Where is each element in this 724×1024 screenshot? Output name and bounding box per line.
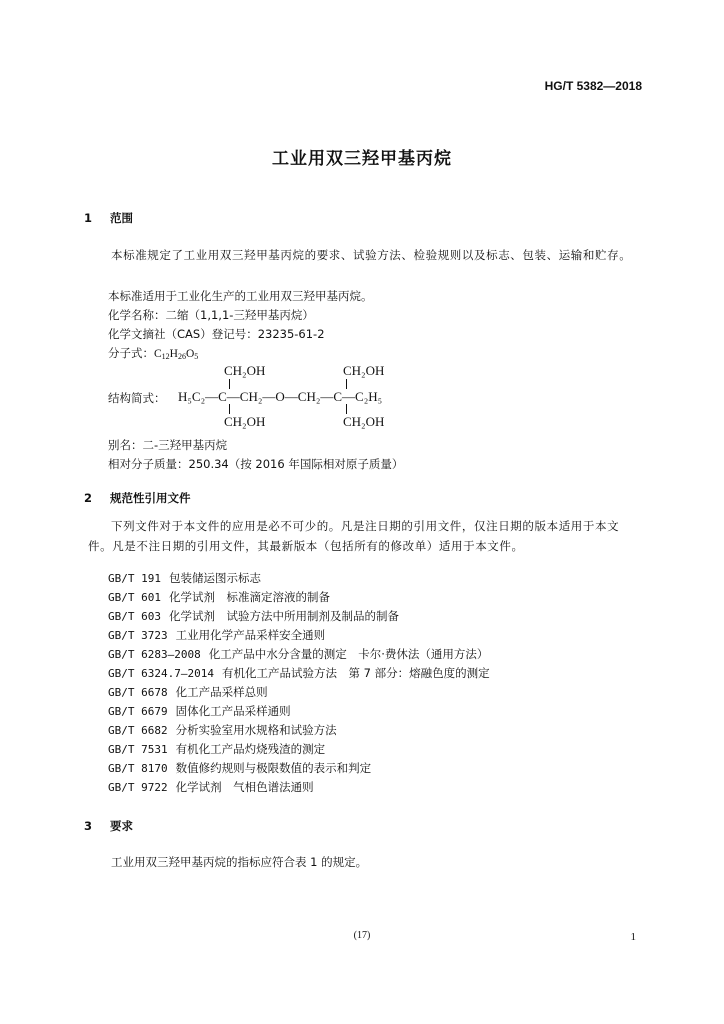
reference-item: GB/T 6679 固体化工产品采样通则	[108, 704, 291, 718]
reference-item: GB/T 8170 数值修约规则与极限数值的表示和判定	[108, 761, 372, 775]
reference-item: GB/T 3723 工业用化学产品采样安全通则	[108, 628, 326, 642]
section-2-heading	[84, 490, 191, 506]
formula-label: 分子式：	[108, 346, 154, 360]
formula-c-sub: 12	[161, 352, 170, 361]
formula-h-sub: 26	[177, 352, 186, 361]
bond-bottom-left	[229, 404, 230, 414]
reference-item: GB/T 191 包装储运图示标志	[108, 571, 261, 585]
structure-top-right: CH₂OH	[343, 363, 385, 378]
footer-page-marker: (17)	[353, 930, 371, 941]
section-2-number: 2	[84, 491, 93, 505]
bond-bottom-right	[346, 404, 347, 414]
structure-bottom-right: CH₂OH	[343, 414, 385, 429]
reference-item: GB/T 603 化学试剂 试验方法中所用制剂及制品的制备	[108, 609, 399, 623]
section-2-paragraph: 下列文件对于本文件的应用是必不可少的。凡是注日期的引用文件，仅注日期的版本适用于本文件。凡是不注日期的引用文件，其最新版本（包括所有的修改单）适用于本文件。	[88, 519, 620, 553]
applicability-line: 本标准适用于工业化生产的工业用双三羟甲基丙烷。	[108, 289, 373, 303]
molecular-weight-line: 相对分子质量：250.34（按 2016 年国际相对原子质量）	[108, 457, 404, 471]
structure-main-chain: H₅C₂—C—CH₂—O—CH₂—C—C₂H₅	[178, 389, 383, 404]
structure-label: 结构简式：	[108, 391, 166, 405]
section-2-title: 规范性引用文件	[110, 491, 191, 505]
section-3-heading	[84, 818, 133, 834]
alias-line: 别名：二-三羟甲基丙烷	[108, 438, 228, 452]
reference-item: GB/T 6678 化工产品采样总则	[108, 685, 268, 699]
section-1-heading	[84, 210, 133, 226]
section-3-number: 3	[84, 819, 93, 833]
bond-top-right	[346, 379, 347, 389]
section-1-paragraph: 本标准规定了工业用双三羟甲基丙烷的要求、试验方法、检验规则以及标志、包装、运输和贮存。	[111, 248, 632, 262]
section-1-number: 1	[84, 211, 93, 225]
molecular-formula-line	[108, 344, 198, 366]
formula-c: C	[154, 348, 162, 360]
reference-item: GB/T 9722 化学试剂 气相色谱法通则	[108, 780, 314, 794]
structure-top-left: CH₂OH	[224, 363, 266, 378]
standard-code: HG/T 5382—2018	[544, 79, 642, 93]
formula-o: O	[185, 348, 195, 360]
reference-item: GB/T 6682 分析实验室用水规格和试验方法	[108, 723, 337, 737]
reference-item: GB/T 6324.7—2014 有机化工产品试验方法 第 7 部分：熔融色度的测定	[108, 666, 490, 680]
page-number: 1	[630, 931, 636, 943]
formula-o-sub: 5	[194, 352, 199, 361]
cas-line: 化学文摘社（CAS）登记号：23235-61-2	[108, 327, 325, 341]
chemical-name-line: 化学名称：二缩（1,1,1-三羟甲基丙烷）	[108, 308, 314, 322]
section-3-title: 要求	[110, 819, 133, 833]
document-title: 工业用双三羟甲基丙烷	[272, 149, 452, 169]
section-1-title: 范围	[110, 211, 133, 225]
bond-top-left	[229, 379, 230, 389]
structure-bottom-left: CH₂OH	[224, 414, 266, 429]
reference-item: GB/T 7531 有机化工产品灼烧残渣的测定	[108, 742, 326, 756]
formula-h: H	[169, 348, 178, 360]
section-3-paragraph: 工业用双三羟甲基丙烷的指标应符合表 1 的规定。	[111, 855, 368, 869]
reference-item: GB/T 601 化学试剂 标准滴定溶液的制备	[108, 590, 330, 604]
reference-item: GB/T 6283—2008 化工产品中水分含量的测定 卡尔·费休法（通用方法）	[108, 647, 489, 661]
